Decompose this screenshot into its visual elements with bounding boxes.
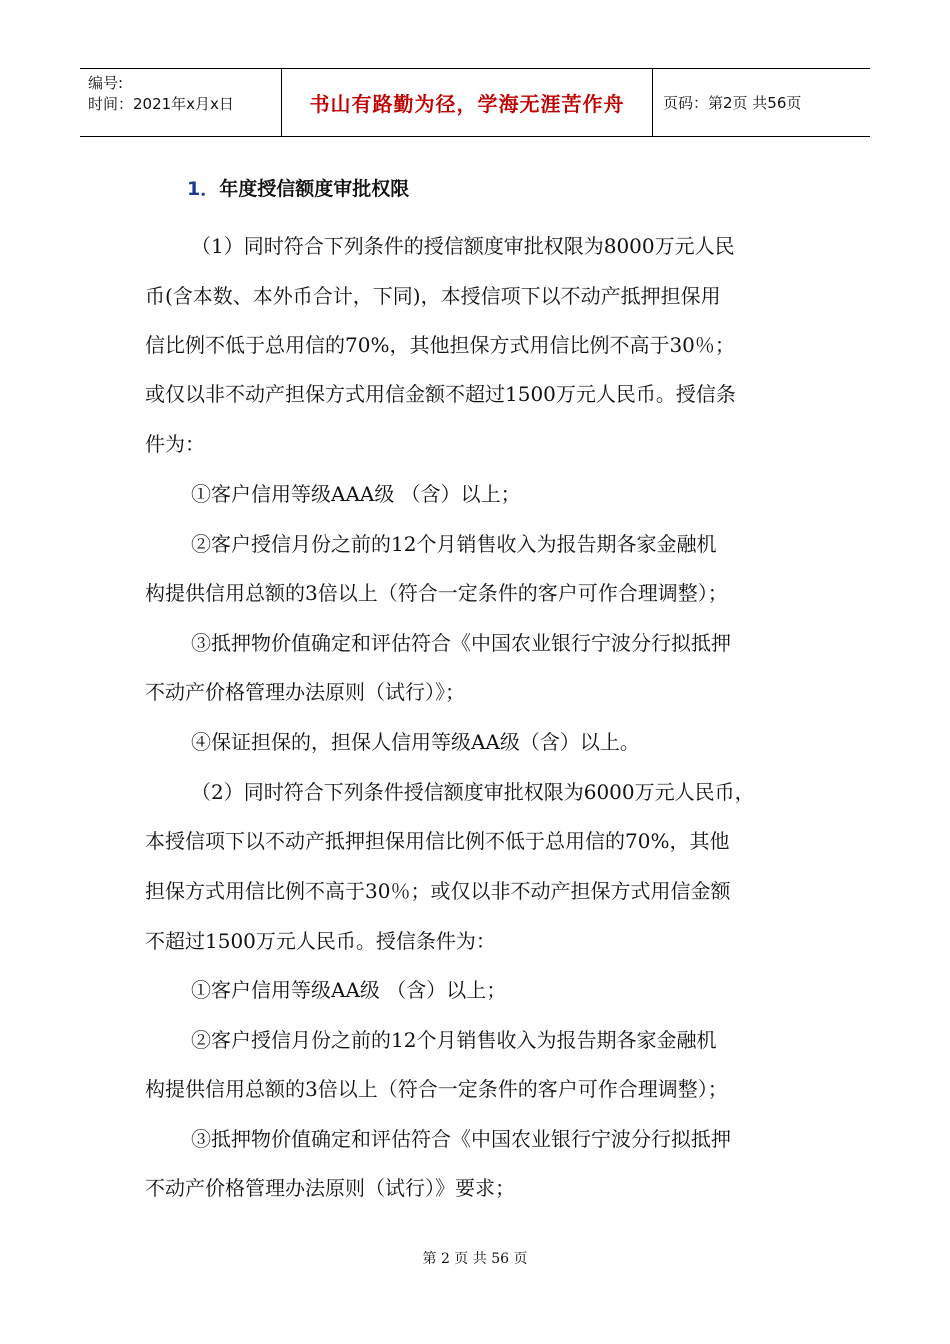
paragraph-line: 不动产价格管理办法原则（试行）》； [145,680,465,704]
time-label: 时间：2021年x月x日 [88,95,234,113]
paragraph-line: 构提供信用总额的3倍以上（符合一定条件的客户可作合理调整）； [145,581,728,605]
paragraph-line: ②客户授信月份之前的12个月销售收入为报告期各家金融机 [191,1028,717,1052]
paragraph-line: 币(含本数、本外币合计，下同)，本授信项下以不动产抵押担保用 [145,284,721,308]
paragraph-line: 不动产价格管理办法原则（试行）》要求； [145,1176,515,1200]
header-meta [80,69,281,136]
paragraph-line: 信比例不低于总用信的70%，其他担保方式用信比例不高于30％； [145,333,735,357]
header-motto: 书山有路勤为径，学海无涯苦作舟 [281,69,653,136]
paragraph-line: ①客户信用等级AAA级 （含）以上； [191,482,521,506]
paragraph-line: （1）同时符合下列条件的授信额度审批权限为8000万元人民 [191,234,735,258]
paragraph-line: 担保方式用信比例不高于30％；或仅以非不动产担保方式用信金额 [145,879,731,903]
paragraph-line: （2）同时符合下列条件授信额度审批权限为6000万元人民币， [191,780,755,804]
heading-text: 年度授信额度审批权限 [219,178,410,200]
header-page-info: 页码：第2页 共56页 [663,94,802,112]
document-header [80,68,870,137]
paragraph-line: 件为： [145,432,205,456]
paragraph-line: ③抵押物价值确定和评估符合《中国农业银行宁波分行拟抵押 [191,1127,731,1151]
paragraph-line: 构提供信用总额的3倍以上（符合一定条件的客户可作合理调整）； [145,1077,728,1101]
paragraph-line: 本授信项下以不动产抵押担保用信比例不低于总用信的70%，其他 [145,829,730,853]
heading-number: 1． [187,178,220,200]
number-label: 编号: [88,74,124,92]
paragraph-line: ②客户授信月份之前的12个月销售收入为报告期各家金融机 [191,532,717,556]
paragraph-line: 或仅以非不动产担保方式用信金额不超过1500万元人民币。授信条 [145,382,736,406]
page-footer: 第 2 页 共 56 页 [422,1251,528,1267]
paragraph-line: ④保证担保的，担保人信用等级AA级（含）以上。 [191,730,640,754]
paragraph-line: 不超过1500万元人民币。授信条件为： [145,929,496,953]
section-heading [187,174,409,201]
paragraph-line: ③抵押物价值确定和评估符合《中国农业银行宁波分行拟抵押 [191,631,731,655]
paragraph-line: ①客户信用等级AA级 （含）以上； [191,978,507,1002]
